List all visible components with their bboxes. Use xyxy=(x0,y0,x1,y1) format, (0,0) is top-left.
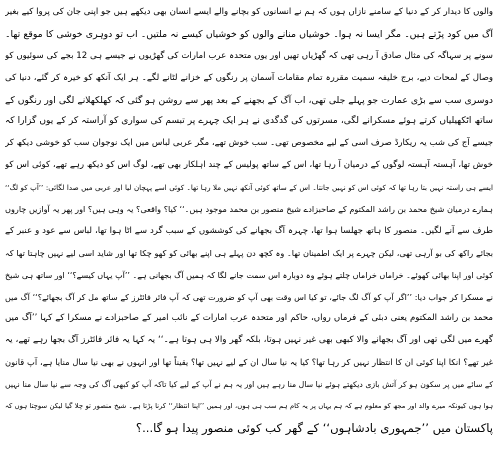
article-line: بجائے راکھ کی بو آرہی تھی، لیکن چہرے پر ایک اطمینان تھا۔ وہ کچھ دن پہلے ہی اپنے بھائی کو کھو چکا تھا اور شاید اسی لیے نہیں چاہتا تھا کہ xyxy=(5,247,493,258)
article-line: ہمارے درمیان شیخ محمد بن راشد المکتوم کے صاحبزادے شیخ منصور بن محمد موجود ہیں۔‘‘ کیا؟ واقعی؟ یہ وہی ہیں؟ اور پھر یہ آوازیں چاروں xyxy=(5,204,493,215)
article-line: ساتھ اٹکھیلیاں کرتے ہوئے مسکرانے لگی، مسرتوں کی گدگدی نے ہر ایک چہرے پر تبسم کی سواری کو آراستہ کر کے یوں گزارا کہ xyxy=(5,116,493,127)
article-line-last: پاکستان میں ’’جمہوری بادشاہوں‘‘ کے گھر کب کوئی منصور پیدا ہو گا...؟ xyxy=(135,420,493,435)
article-line: والوں کا دیدار کر کے دنیا کے سامنے نازاں ہوں کہ ہم نے انسانوں کو بچانے والے ایسے انسان بھی دیکھے ہیں جو اپنی جان کی پروا کیے بغیر xyxy=(5,7,493,17)
article-line: کوئی اور اپنا بھائی کھوئے۔ خراماں خراماں چلتے ہوئے وہ دوبارہ اس سمت جانے لگا کہ ہمیں آگ بجھانی ہے۔ ’’آپ یہاں کیسے؟‘‘ اور ساتھ ہی شیخ xyxy=(5,270,493,280)
article-line: غیر تھے؟ انکا اپنا کوئی ان کا انتظار نہیں کر رہا تھا؟ کیا یہ نیا سال ان کے لیے نہیں تھا؟ یقیناً تھا اور انہوں نے بھی نیا سال منایا ہے، آپ قانون xyxy=(5,357,493,368)
article-line: آگ میں کود پڑتے ہیں۔ مگر ایسا نہ ہوا۔ خوشیاں منانے والوں کو خوشیاں کیسے نہ ملتیں۔ اب تو دوہری خوشی کا موقع تھا۔ xyxy=(5,28,493,40)
article-line: سونے پر سہاگہ کی مثال صادق آ رہی تھی کہ گھڑیاں تھیں اور یوں متحدہ عرب امارات کی گھڑیوں نے جیسے ہی 12 بجے کی سوئیوں کو xyxy=(5,50,493,61)
article-line: دوسری سب سے بڑی عمارت جو پہلے جلی تھی، اب آگ کے بجھنے کے بعد پھر سے روشن ہو گئی کہ کھلکھلانے لگی اور رنگوں کے xyxy=(5,94,493,106)
article-line: خوش تھا، آہستہ آہستہ لوگوں کے درمیان آ رہا تھا، اس کے ساتھ پولیس کے چند اہلکار بھی تھے، لوگ اس کو دیکھ رہے تھے، کوئی اس کو xyxy=(5,160,493,171)
article-line: کے سائے میں پر سکون ہو کر آتش بازی دیکھتے ہوئے نیا سال منا رہے ہیں اور یہ ہم نے آپ کے لیے کیا تاکہ آپ کو کبھی آگ کی وجہ سے نیا سال منا نہیں xyxy=(5,380,493,390)
article-line: ایسے ہی راستہ نہیں بتا رہا تھا کہ کوئی اس کو نہیں جانتا۔ اس کے ساتھ کوئی آنکھ نہیں ملا رہا تھا۔ کوئی اسے پہچان لیا اور عربی میں صدا لگائی: ’’آپ کو لگ‘‘ xyxy=(5,183,493,193)
article-line: ہوا ہوں کیونکہ میرے والد اور مجھ کو معلوم ہے کہ ہم یہاں پر یہ کام ہم سب ہی ہوں، اور ہمیں ’’اپنا انتظار‘‘ کرنا پڑتا ہے۔ شیخ منصور تو چلا گیا لیکن سوچتا ہوں کہ xyxy=(5,402,493,411)
article-line: وصال کے لمحات دیے، برج خلیفہ سمیت مقررہ تمام مقامات آسمان پر رنگوں کے خزانے لٹانے لگے۔ ہر ایک آنکھ کو خیرہ کر گئے، دنیا کی xyxy=(5,72,493,83)
article-line: طرف سے آنے لگیں۔ منصور کا ہاتھ جھلسا ہوا تھا، چہرہ آگ بجھانے کی کوششوں کے سبب گرد سے اٹا ہوا تھا، لباس سے عود و عنبر کے xyxy=(5,225,493,236)
article-line: جیسے آج کی شب یہ ریکارڈ صرف اسی کے لیے مخصوص تھی۔ سب خوش تھے، مگر عربی لباس میں ایک نوجوان سب کو خوشی دیکھ کر xyxy=(5,138,493,149)
article-line: محمد بن راشد المکتوم یعنی دبئی کے فرماں رواں، حاکم اور متحدہ عرب امارات کے نائب امیر کے صاحبزادے نے مسکرا کے کہا ’’آگ میں xyxy=(5,313,493,324)
article-line: نے مسکرا کر جواب دیا: ’’اگر آپ کو آگ لگ جائے، تو کیا اس وقت بھی آپ کو ضرورت تھی کہ آپ فائر فائٹرز کے ساتھ مل کر آگ بجھائے؟‘‘ آگ میں xyxy=(5,292,493,302)
article-line: گھرے میں لگی تھی اور آگ بجھانے والا کبھی بھی غیر نہیں ہوتا، بلکہ گھر والا ہی ہوتا ہے۔‘‘ یہ کہا یہ فائر فائٹرز آگ بجھا رہے تھے، یہ xyxy=(5,335,493,346)
